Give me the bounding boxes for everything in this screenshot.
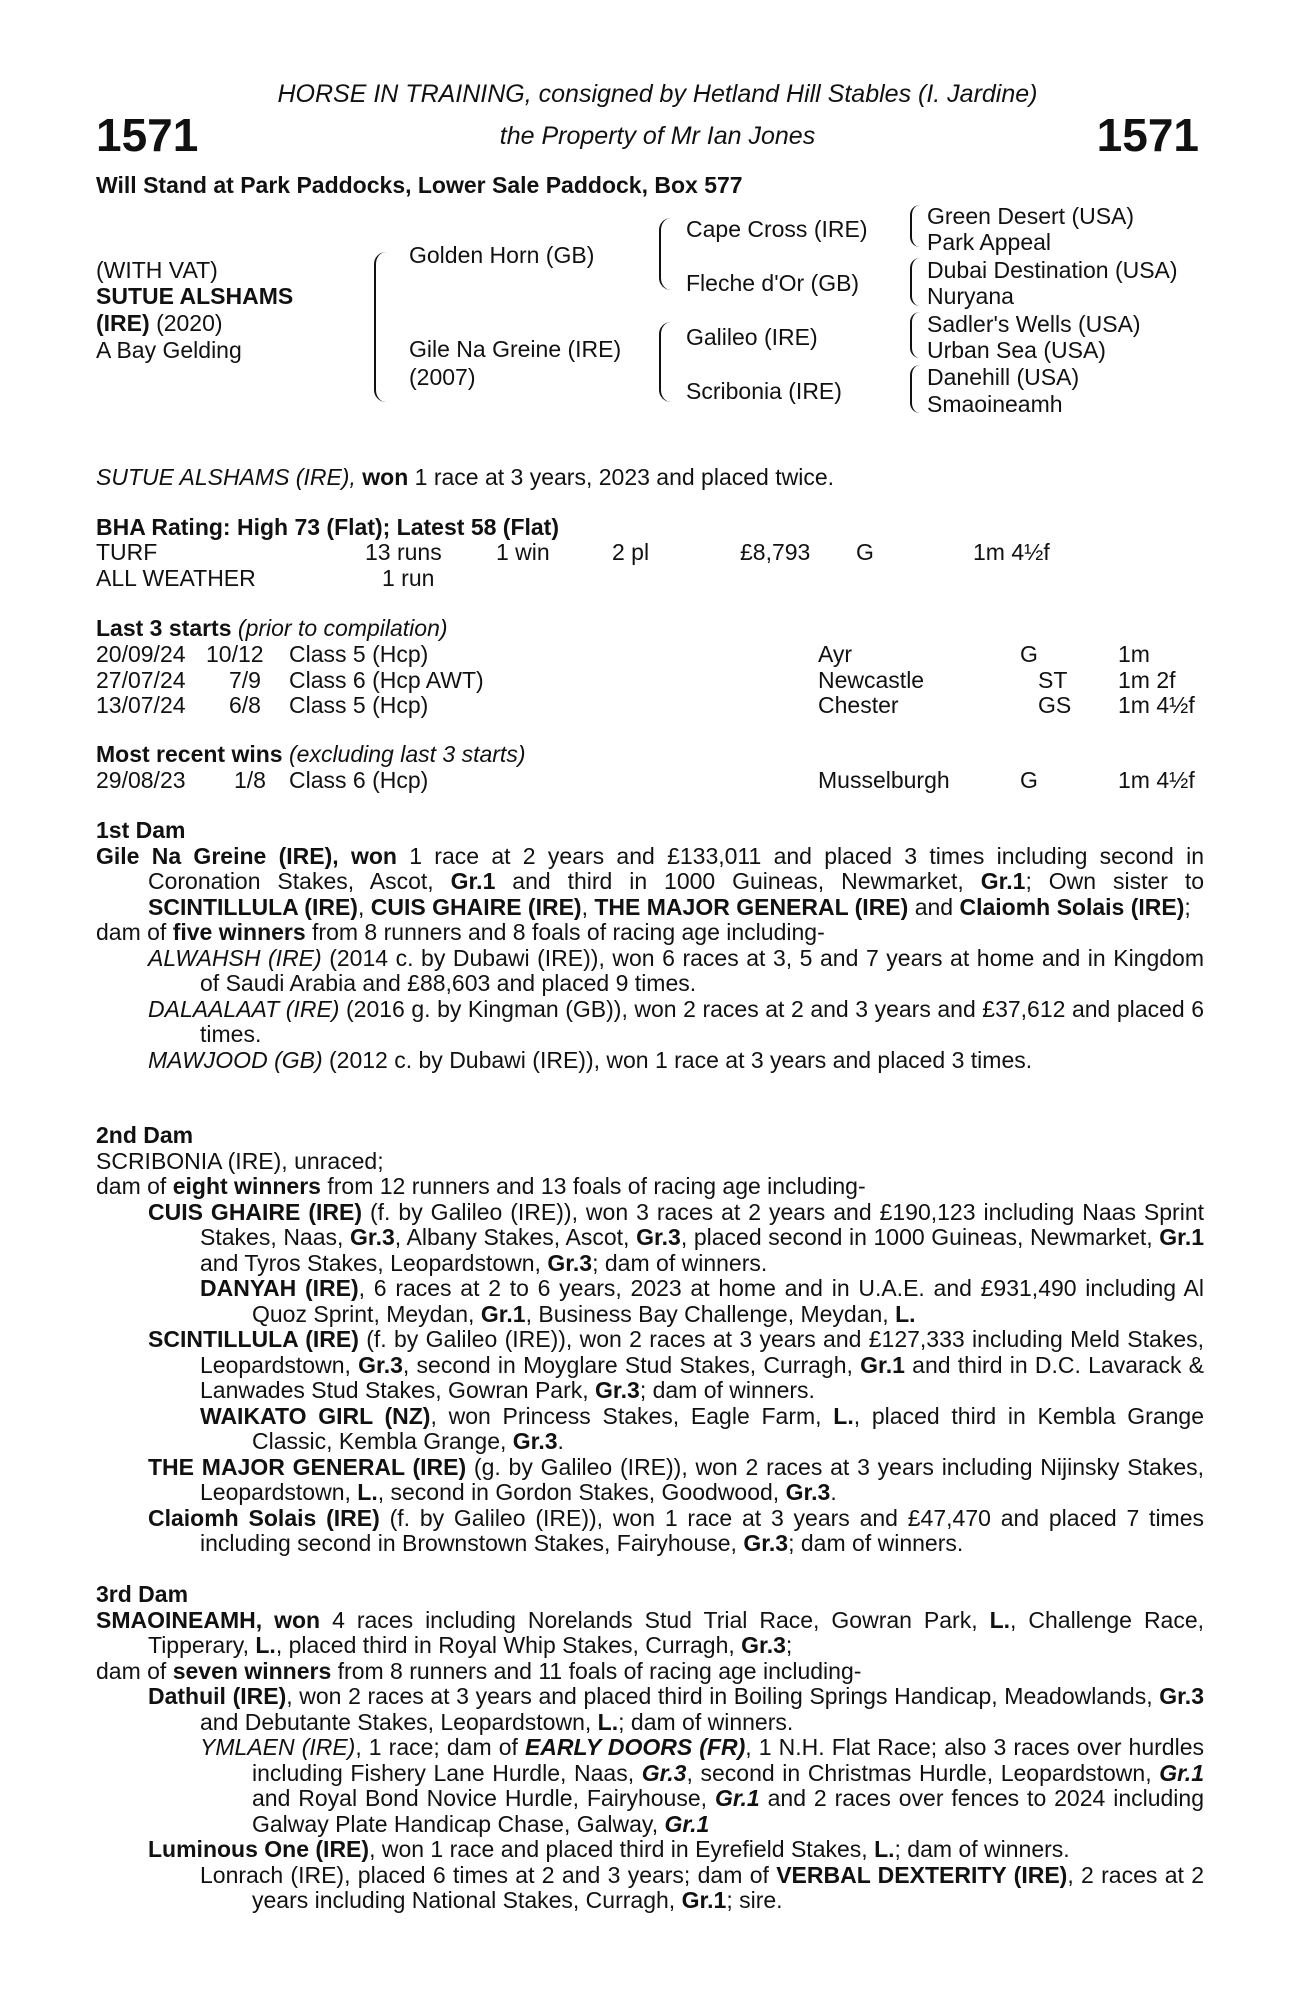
horse-name-suffix: (IRE) (2020) xyxy=(96,310,223,336)
stand-location: Will Stand at Park Paddocks, Lower Sale Paddock, Box 577 xyxy=(96,172,743,198)
last3-going: ST xyxy=(1038,667,1068,693)
last3-date: 13/07/24 xyxy=(96,692,186,718)
aw-label: ALL WEATHER xyxy=(96,565,256,591)
second-dam-section xyxy=(96,1123,1204,1557)
sdd: Nuryana xyxy=(927,283,1014,309)
aw-runs: 1 run xyxy=(382,565,435,591)
race-summary: SUTUE ALSHAMS (IRE), won 1 race at 3 years, 2023 and placed twice. xyxy=(96,464,835,490)
horse-name: SUTUE ALSHAMS xyxy=(96,283,294,309)
last3-date: 20/09/24 xyxy=(96,641,186,667)
last3-dist: 1m 2f xyxy=(1118,667,1176,693)
dam-sire: Galileo (IRE) xyxy=(686,324,818,350)
last3-dist: 1m xyxy=(1118,641,1150,667)
brace-dam xyxy=(659,322,671,402)
dam-year: (2007) xyxy=(409,364,476,390)
third-dam-foal: Dathuil (IRE), won 2 races at 3 years and placed third in Boiling Springs Handicap, Meadowlands, Gr.3 and Debutante Stakes, Leopardstown, L.; dam of winners. xyxy=(148,1683,1204,1735)
first-dam-title: 1st Dam xyxy=(96,817,186,843)
ssd: Park Appeal xyxy=(927,229,1052,255)
dss: Sadler's Wells (USA) xyxy=(927,311,1141,337)
third-dam-foal: Luminous One (IRE), won 1 race and placed third in Eyrefield Stakes, L.; dam of winners. xyxy=(148,1836,1070,1862)
second-dam-foal: CUIS GHAIRE (IRE) (f. by Galileo (IRE)), won 3 races at 2 years and £190,123 including Naas Sprint Stakes, Naas, Gr.3, Albany Stakes, Ascot, Gr.3, placed second in 1000 Guineas, Newmarket, Gr.1 and Tyros Stakes, Leopardstown, Gr.3; dam of winners. xyxy=(148,1198,1205,1276)
lot-number-right: 1571 xyxy=(1096,109,1199,161)
turf-placed: 2 pl xyxy=(612,539,650,565)
brace-sd xyxy=(910,258,920,306)
first-dam-foal: MAWJOOD (GB) (2012 c. by Dubawi (IRE)), won 1 race at 3 years and placed 3 times. xyxy=(148,1046,1033,1073)
recent-class: Class 6 (Hcp) xyxy=(289,767,429,793)
second-dam-title: 2nd Dam xyxy=(96,1122,194,1148)
last3-date: 27/07/24 xyxy=(96,667,186,693)
first-dam-record: Gile Na Greine (IRE), won 1 race at 2 years and £133,011 and placed 3 times including second in Coronation Stakes, Ascot, Gr.1 and third in 1000 Guineas, Newmarket, Gr.1; Own sister to SCINTILLULA (IRE), CUIS GHAIRE (IRE), THE MAJOR GENERAL (IRE) and Claiomh Solais (IRE); xyxy=(96,842,1205,920)
turf-runs: 13 runs xyxy=(365,539,442,565)
sss: Green Desert (USA) xyxy=(927,203,1135,229)
last3-class: Class 5 (Hcp) xyxy=(289,641,429,667)
second-dam-produce: dam of eight winners from 12 runners and 13 foals of racing age including- xyxy=(96,1173,866,1199)
last3-class: Class 5 (Hcp) xyxy=(289,692,429,718)
recent-wins-title: Most recent wins (excluding last 3 starts) xyxy=(96,741,526,767)
turf-money: £8,793 xyxy=(740,539,811,565)
recent-going: G xyxy=(1020,767,1038,793)
recent-date: 29/08/23 xyxy=(96,767,186,793)
third-dam-produce: dam of seven winners from 8 runners and 11 foals of racing age including- xyxy=(96,1657,862,1684)
brace-sire xyxy=(659,218,671,290)
last3-course: Chester xyxy=(818,692,899,718)
brace-ds xyxy=(910,312,920,358)
last3-dist: 1m 4½f xyxy=(1118,692,1195,718)
turf-distance: 1m 4½f xyxy=(973,539,1050,565)
second-dam-record: SCRIBONIA (IRE), unraced; xyxy=(96,1147,384,1174)
last3-pos: 6/8 xyxy=(229,692,261,718)
second-dam-grandfoal: DANYAH (IRE), 6 races at 2 to 6 years, 2023 at home and in U.A.E. and £931,490 including Al Quoz Sprint, Meydan, Gr.1, Business Bay Challenge, Meydan, L. xyxy=(200,1275,1204,1327)
horse-description: A Bay Gelding xyxy=(96,337,242,363)
consignor-line: HORSE IN TRAINING, consigned by Hetland Hill Stables (I. Jardine) xyxy=(277,80,1038,108)
first-dam-foal: DALAALAAT (IRE) (2016 g. by Kingman (GB)), won 2 races at 2 and 3 years and £37,612 and placed 6 times. xyxy=(148,995,1204,1047)
recent-course: Musselburgh xyxy=(818,767,950,793)
sds: Dubai Destination (USA) xyxy=(927,257,1178,283)
first-dam-foal: ALWAHSH (IRE) (2014 c. by Dubawi (IRE)), won 6 races at 3, 5 and 7 years at home and in Kingdom of Saudi Arabia and £88,603 and placed 9 times. xyxy=(148,944,1205,996)
last3-course: Ayr xyxy=(818,641,853,667)
recent-dist: 1m 4½f xyxy=(1118,767,1195,793)
last3-course: Newcastle xyxy=(818,667,925,693)
last3-pos: 7/9 xyxy=(229,667,261,693)
dam-dam: Scribonia (IRE) xyxy=(686,378,842,404)
recent-pos: 1/8 xyxy=(234,767,266,793)
turf-label: TURF xyxy=(96,539,158,565)
last3-going: G xyxy=(1020,641,1038,667)
last3-class: Class 6 (Hcp AWT) xyxy=(289,667,484,693)
second-dam-foal: THE MAJOR GENERAL (IRE) (g. by Galileo (IRE)), won 2 races at 3 years including Nijinsky Stakes, Leopardstown, L., second in Gordon Stakes, Goodwood, Gr.3. xyxy=(148,1453,1204,1505)
ddd: Smaoineamh xyxy=(927,391,1063,417)
second-dam-foal: SCINTILLULA (IRE) (f. by Galileo (IRE)), won 2 races at 3 years and £127,333 including Meld Stakes, Leopardstown, Gr.3, second in Moyglare Stud Stakes, Curragh, Gr.1 and third in D.C. Lavarack & Lanwades Stud Stakes, Gowran Park, Gr.3; dam of winners. xyxy=(148,1326,1205,1403)
bha-rating: BHA Rating: High 73 (Flat); Latest 58 (Flat) xyxy=(96,514,559,540)
vat-note: (WITH VAT) xyxy=(96,257,218,283)
first-dam-section xyxy=(96,818,1204,1073)
brace-ss xyxy=(910,205,920,247)
last3-going: GS xyxy=(1038,692,1072,718)
dds: Danehill (USA) xyxy=(927,364,1080,390)
dam-name: Gile Na Greine (IRE) xyxy=(409,336,622,362)
turf-going: G xyxy=(856,539,874,565)
third-dam-grandfoal: Lonrach (IRE), placed 6 times at 2 and 3 years; dam of VERBAL DEXTERITY (IRE), 2 races at 2 years including National Stakes, Curragh, Gr.1; sire. xyxy=(200,1861,1205,1913)
second-dam-grandfoal: WAIKATO GIRL (NZ), won Princess Stakes, Eagle Farm, L., placed third in Kembla Grange Classic, Kembla Grange, Gr.3. xyxy=(200,1402,1204,1454)
sire-name: Golden Horn (GB) xyxy=(409,242,595,268)
brace-horse xyxy=(374,252,388,402)
last3-title: Last 3 starts (prior to compilation) xyxy=(96,615,448,641)
third-dam-title: 3rd Dam xyxy=(96,1581,189,1607)
sire-sire: Cape Cross (IRE) xyxy=(686,216,868,242)
dsd: Urban Sea (USA) xyxy=(927,337,1106,363)
property-line: the Property of Mr Ian Jones xyxy=(499,122,816,150)
third-dam-grandfoal: YMLAEN (IRE), 1 race; dam of EARLY DOORS (FR), 1 N.H. Flat Race; also 3 races over hurdles including Fishery Lane Hurdle, Naas, Gr.3, second in Christmas Hurdle, Leopardstown, Gr.1 and Royal Bond Novice Hurdle, Fairyhouse, Gr.1 and 2 races over fences to 2024 including Galway Plate Handicap Chase, Galway, Gr.1 xyxy=(200,1734,1204,1837)
third-dam-record: SMAOINEAMH, won 4 races including Norelands Stud Trial Race, Gowran Park, L., Challenge Race, Tipperary, L., placed third in Royal Whip Stakes, Curragh, Gr.3; xyxy=(96,1606,1205,1658)
second-dam-foal: Claiomh Solais (IRE) (f. by Galileo (IRE)), won 1 race at 3 years and £47,470 and placed 7 times including second in Brownstown Stakes, Fairyhouse, Gr.3; dam of winners. xyxy=(148,1504,1205,1556)
first-dam-produce: dam of five winners from 8 runners and 8 foals of racing age including- xyxy=(96,919,825,945)
lot-number-left: 1571 xyxy=(96,109,199,161)
third-dam-section xyxy=(96,1582,1204,1914)
sire-dam: Fleche d'Or (GB) xyxy=(686,270,860,296)
turf-wins: 1 win xyxy=(496,539,550,565)
brace-dd xyxy=(910,365,920,413)
last3-pos: 10/12 xyxy=(206,641,264,667)
